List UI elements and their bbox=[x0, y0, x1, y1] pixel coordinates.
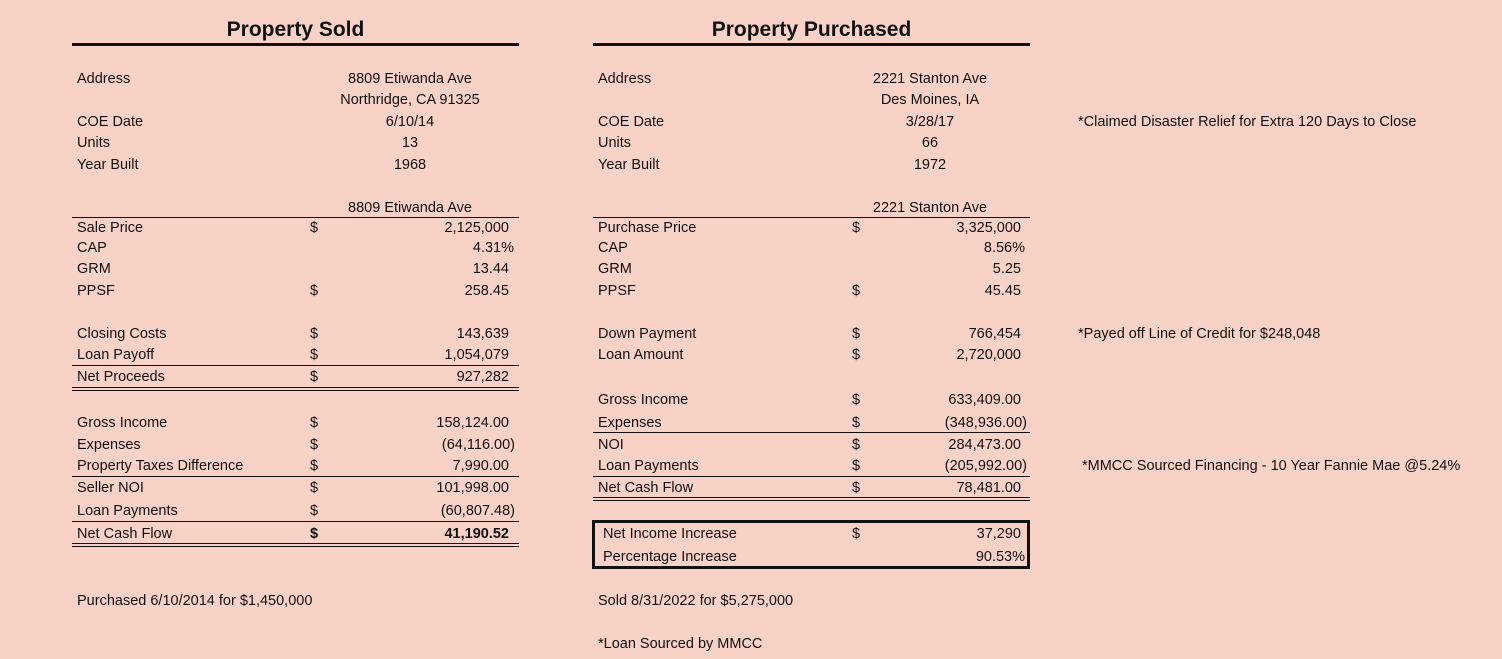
sold-property-taxes-label: Property Taxes Difference bbox=[77, 458, 244, 474]
net-income-increase-label: Net Income Increase bbox=[603, 526, 737, 542]
sold-column-header: 8809 Etiwanda Ave bbox=[348, 200, 472, 216]
sold-gross-income-label: Gross Income bbox=[77, 415, 168, 431]
sold-net-cash-flow-label: Net Cash Flow bbox=[77, 526, 173, 542]
sold-coe-label: COE Date bbox=[77, 114, 144, 130]
purchased-footnote-sold: Sold 8/31/2022 for $5,275,000 bbox=[598, 593, 794, 609]
purchased-noi-currency: $ bbox=[852, 437, 861, 453]
sold-sale-price-currency: $ bbox=[310, 220, 319, 236]
purchased-down-payment-currency: $ bbox=[852, 326, 861, 342]
purchased-down-payment-label: Down Payment bbox=[598, 326, 697, 342]
purchased-gross-income-currency: $ bbox=[852, 392, 861, 408]
purchased-footnote-loan: *Loan Sourced by MMCC bbox=[598, 636, 763, 652]
sold-seller-noi-label: Seller NOI bbox=[77, 480, 144, 496]
sold-net-proceeds-label: Net Proceeds bbox=[77, 369, 165, 385]
purchased-address-label: Address bbox=[598, 71, 652, 87]
sold-title: Property Sold bbox=[226, 18, 365, 41]
sold-loan-payoff-currency: $ bbox=[310, 347, 319, 363]
net-income-increase-currency: $ bbox=[852, 526, 861, 542]
purchased-header-rule bbox=[593, 217, 1030, 218]
purchased-cash-flow-double-rule-1 bbox=[593, 497, 1030, 498]
note-disaster-relief: *Claimed Disaster Relief for Extra 120 Days to Close bbox=[1078, 114, 1417, 130]
sold-cap-value: 4.31% bbox=[472, 240, 514, 256]
purchased-title: Property Purchased bbox=[711, 18, 912, 41]
sold-ppsf-label: PPSF bbox=[77, 283, 115, 299]
purchased-cash-flow-double-rule-2 bbox=[593, 500, 1030, 501]
sold-units-label: Units bbox=[77, 135, 111, 151]
sold-seller-noi-currency: $ bbox=[310, 480, 319, 496]
purchased-expenses-label: Expenses bbox=[598, 415, 662, 431]
sold-loan-payoff-value: 1,054,079 bbox=[444, 347, 509, 363]
sold-cash-flow-rule bbox=[72, 521, 519, 522]
purchased-loan-amount-label: Loan Amount bbox=[598, 347, 684, 363]
purchased-gross-income-value: 633,409.00 bbox=[948, 392, 1021, 408]
sold-expenses-value: (64,116.00) bbox=[441, 437, 515, 453]
sold-address-line1: 8809 Etiwanda Ave bbox=[348, 71, 472, 87]
sold-year-label: Year Built bbox=[77, 157, 139, 173]
purchased-year-value: 1972 bbox=[913, 157, 947, 173]
purchased-title-underline bbox=[593, 43, 1030, 46]
sold-ppsf-currency: $ bbox=[310, 283, 319, 299]
purchased-units-value: 66 bbox=[921, 135, 939, 151]
purchased-loan-amount-currency: $ bbox=[852, 347, 861, 363]
sold-grm-label: GRM bbox=[77, 261, 111, 277]
note-line-of-credit: *Payed off Line of Credit for $248,048 bbox=[1078, 326, 1321, 342]
purchased-ppsf-value: 45.45 bbox=[984, 283, 1021, 299]
sold-grm-value: 13.44 bbox=[472, 261, 509, 277]
purchased-ppsf-currency: $ bbox=[852, 283, 861, 299]
sold-ppsf-value: 258.45 bbox=[464, 283, 509, 299]
sold-cash-flow-double-rule-1 bbox=[72, 543, 519, 544]
sold-proceeds-rule bbox=[72, 365, 519, 366]
sold-closing-costs-currency: $ bbox=[310, 326, 319, 342]
sold-sale-price-label: Sale Price bbox=[77, 220, 144, 236]
purchased-price-currency: $ bbox=[852, 220, 861, 236]
purchased-loan-amount-value: 2,720,000 bbox=[956, 347, 1021, 363]
sold-footnote: Purchased 6/10/2014 for $1,450,000 bbox=[77, 593, 313, 609]
purchased-expenses-value: (348,936.00) bbox=[944, 415, 1027, 431]
purchased-gross-income-label: Gross Income bbox=[598, 392, 689, 408]
purchased-address-line2: Des Moines, IA bbox=[880, 92, 980, 108]
sold-address-line2: Northridge, CA 91325 bbox=[340, 92, 480, 108]
purchased-net-cash-flow-currency: $ bbox=[852, 480, 861, 496]
purchased-price-value: 3,325,000 bbox=[956, 220, 1021, 236]
purchased-year-label: Year Built bbox=[598, 157, 660, 173]
sold-units-value: 13 bbox=[401, 135, 419, 151]
purchased-noi-value: 284,473.00 bbox=[948, 437, 1021, 453]
sold-proceeds-double-rule-1 bbox=[72, 387, 519, 388]
purchased-units-label: Units bbox=[598, 135, 632, 151]
purchased-ppsf-label: PPSF bbox=[598, 283, 636, 299]
sold-header-rule bbox=[72, 217, 519, 218]
purchased-noi-label: NOI bbox=[598, 437, 624, 453]
purchased-column-header: 2221 Stanton Ave bbox=[872, 200, 988, 216]
purchased-net-cash-flow-label: Net Cash Flow bbox=[598, 480, 694, 496]
sold-closing-costs-value: 143,639 bbox=[456, 326, 509, 342]
sold-net-proceeds-currency: $ bbox=[310, 369, 319, 385]
purchased-cash-flow-rule bbox=[593, 476, 1030, 477]
sold-property-taxes-value: 7,990.00 bbox=[452, 458, 509, 474]
sold-coe-value: 6/10/14 bbox=[385, 114, 435, 130]
purchased-grm-value: 5.25 bbox=[992, 261, 1021, 277]
sold-expenses-label: Expenses bbox=[77, 437, 141, 453]
purchased-loan-payments-label: Loan Payments bbox=[598, 458, 699, 474]
purchased-loan-payments-value: (205,992.00) bbox=[944, 458, 1027, 474]
net-income-increase-value: 37,290 bbox=[976, 526, 1021, 542]
sold-noi-rule bbox=[72, 476, 519, 477]
purchased-down-payment-value: 766,454 bbox=[968, 326, 1021, 342]
percentage-increase-value: 90.53% bbox=[975, 549, 1025, 565]
sold-address-label: Address bbox=[77, 71, 131, 87]
sold-title-underline bbox=[72, 43, 519, 46]
purchased-coe-value: 3/28/17 bbox=[905, 114, 955, 130]
purchased-loan-payments-currency: $ bbox=[852, 458, 861, 474]
sold-net-cash-flow-value: 41,190.52 bbox=[444, 526, 509, 542]
sold-expenses-currency: $ bbox=[310, 437, 319, 453]
purchased-price-label: Purchase Price bbox=[598, 220, 697, 236]
purchased-coe-label: COE Date bbox=[598, 114, 665, 130]
sold-loan-payments-label: Loan Payments bbox=[77, 503, 178, 519]
purchased-net-cash-flow-value: 78,481.00 bbox=[956, 480, 1021, 496]
sold-gross-income-currency: $ bbox=[310, 415, 319, 431]
percentage-increase-label: Percentage Increase bbox=[603, 549, 737, 565]
sold-net-cash-flow-currency: $ bbox=[310, 526, 319, 542]
sold-loan-payments-value: (60,807.48) bbox=[440, 503, 515, 519]
sold-cash-flow-double-rule-2 bbox=[72, 546, 519, 547]
purchased-noi-rule bbox=[593, 432, 1030, 433]
sold-year-value: 1968 bbox=[393, 157, 427, 173]
sold-gross-income-value: 158,124.00 bbox=[436, 415, 509, 431]
purchased-cap-label: CAP bbox=[598, 240, 628, 256]
sold-closing-costs-label: Closing Costs bbox=[77, 326, 167, 342]
sold-seller-noi-value: 101,998.00 bbox=[436, 480, 509, 496]
sold-cap-label: CAP bbox=[77, 240, 107, 256]
purchased-expenses-currency: $ bbox=[852, 415, 861, 431]
sold-loan-payments-currency: $ bbox=[310, 503, 319, 519]
sold-property-taxes-currency: $ bbox=[310, 458, 319, 474]
purchased-address-line1: 2221 Stanton Ave bbox=[872, 71, 988, 87]
sold-sale-price-value: 2,125,000 bbox=[444, 220, 509, 236]
sold-proceeds-double-rule-2 bbox=[72, 390, 519, 391]
sold-net-proceeds-value: 927,282 bbox=[456, 369, 509, 385]
sold-loan-payoff-label: Loan Payoff bbox=[77, 347, 155, 363]
purchased-cap-value: 8.56% bbox=[983, 240, 1025, 256]
purchased-grm-label: GRM bbox=[598, 261, 632, 277]
note-financing: *MMCC Sourced Financing - 10 Year Fannie Mae @5.24% bbox=[1082, 458, 1461, 474]
